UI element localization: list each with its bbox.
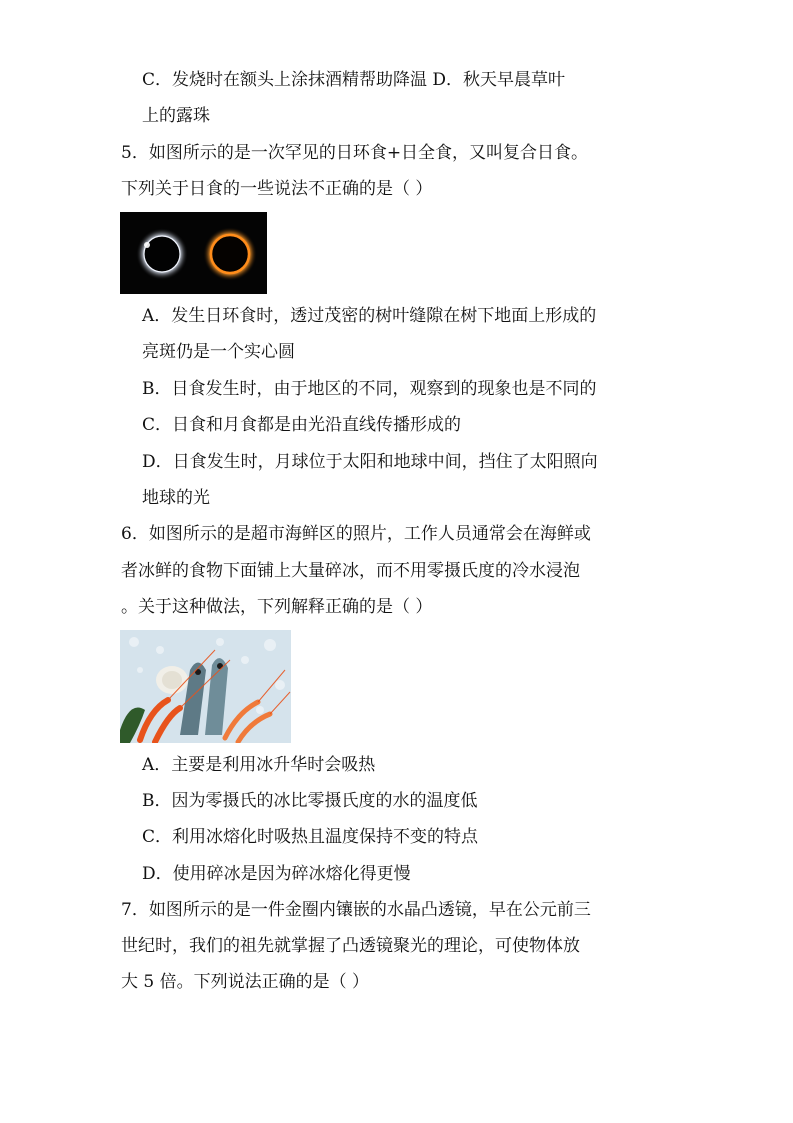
q6-option-c: C．利用冰熔化时吸热且温度保持不变的特点: [142, 827, 479, 847]
q5-option-a-line-1: A．发生日环食时，透过茂密的树叶缝隙在树下地面上形成的: [142, 306, 597, 326]
q6-option-d: D．使用碎冰是因为碎冰熔化得更慢: [142, 864, 411, 884]
q5-option-d-line-2: 地球的光: [142, 488, 210, 508]
q6-option-a: A．主要是利用冰升华时会吸热: [142, 755, 376, 775]
q5-option-d-line-1: D．日食发生时，月球位于太阳和地球中间，挡住了太阳照向: [142, 452, 598, 472]
eclipse-photo: [120, 212, 267, 294]
q6-stem-line-3: 。关于这种做法，下列解释正确的是（ ）: [121, 597, 433, 617]
q5-stem-line-1: 5．如图所示的是一次罕见的日环食+日全食，又叫复合日食。: [121, 143, 589, 163]
q6-stem-line-1: 6．如图所示的是超市海鲜区的照片，工作人员通常会在海鲜或: [121, 524, 591, 544]
q6-option-b: B．因为零摄氏的冰比零摄氏度的水的温度低: [142, 791, 478, 811]
q4-option-c-d: C．发烧时在额头上涂抹酒精帮助降温 D．秋天早晨草叶: [142, 70, 566, 90]
seafood-on-ice-photo: [120, 630, 291, 743]
q7-stem-line-2: 世纪时，我们的祖先就掌握了凸透镜聚光的理论，可使物体放: [121, 936, 580, 956]
eclipse-illustration: [120, 212, 267, 294]
seafood-illustration: [120, 630, 291, 743]
q7-stem-line-3: 大 5 倍。下列说法正确的是（ ）: [121, 972, 370, 992]
q6-stem-line-2: 者冰鲜的食物下面铺上大量碎冰，而不用零摄氏度的冷水浸泡: [121, 561, 580, 581]
q7-stem-line-1: 7．如图所示的是一件金圈内镶嵌的水晶凸透镜，早在公元前三: [121, 900, 591, 920]
q5-option-b: B．日食发生时，由于地区的不同，观察到的现象也是不同的: [142, 379, 597, 399]
q5-stem-line-2: 下列关于日食的一些说法不正确的是（ ）: [121, 179, 433, 199]
q5-option-a-line-2: 亮斑仍是一个实心圆: [142, 342, 295, 362]
q4-option-d-continued: 上的露珠: [142, 106, 210, 126]
q5-option-c: C．日食和月食都是由光沿直线传播形成的: [142, 415, 462, 435]
